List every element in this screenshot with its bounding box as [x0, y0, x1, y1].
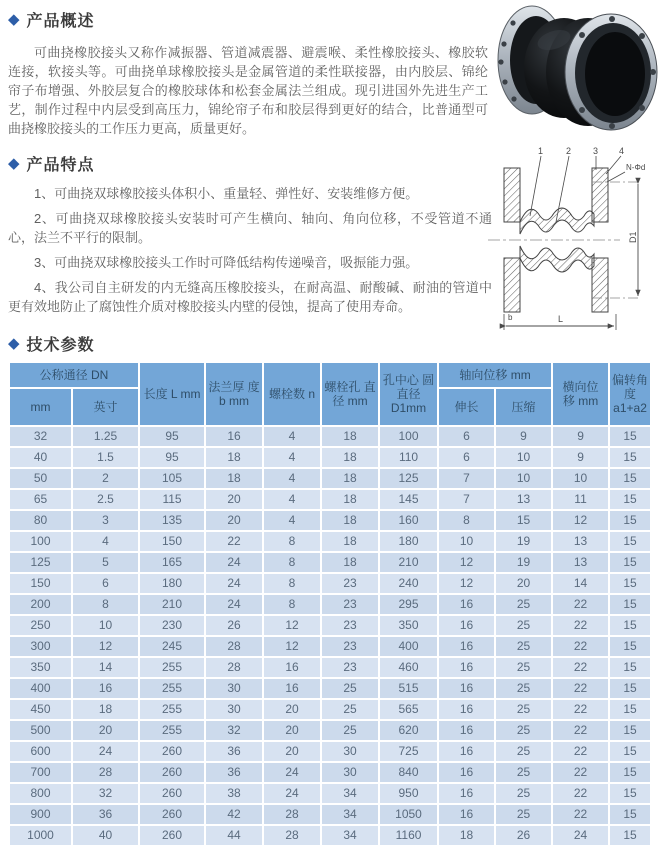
table-cell: 255: [140, 658, 204, 677]
table-cell: 24: [206, 574, 262, 593]
table-cell: 20: [264, 742, 320, 761]
table-cell: 18: [322, 469, 378, 488]
table-cell: 255: [140, 721, 204, 740]
col-header-bolt-hole-dia: 螺栓孔 直径 mm: [322, 363, 378, 425]
table-cell: 44: [206, 826, 262, 845]
table-cell: 15: [610, 616, 650, 635]
table-cell: 18: [322, 532, 378, 551]
table-cell: 620: [380, 721, 437, 740]
bolt-hole-label: N-Φd: [626, 163, 646, 172]
table-row: [10, 721, 650, 740]
col-header-hole-circle-dia: 孔中心 圆直径 D1mm: [380, 363, 437, 425]
table-cell: 22: [553, 742, 608, 761]
table-row: [10, 511, 650, 530]
table-cell: 15: [610, 658, 650, 677]
table-cell: 8: [264, 532, 320, 551]
col-header-axial-compress: 压缩: [496, 389, 551, 425]
table-cell: 4: [264, 511, 320, 530]
table-cell: 1160: [380, 826, 437, 845]
table-cell: 100: [10, 532, 71, 551]
table-cell: 16: [264, 658, 320, 677]
table-cell: 16: [439, 595, 494, 614]
table-cell: 20: [206, 490, 262, 509]
table-cell: 28: [264, 826, 320, 845]
col-header-flange-thickness: 法兰厚 度 b mm: [206, 363, 262, 425]
table-cell: 7: [439, 490, 494, 509]
table-cell: 42: [206, 805, 262, 824]
table-cell: 1.25: [73, 427, 138, 446]
table-cell: 15: [610, 637, 650, 656]
table-cell: 38: [206, 784, 262, 803]
part-label-2: 2: [566, 146, 572, 156]
table-cell: 14: [73, 658, 138, 677]
table-cell: 4: [264, 490, 320, 509]
table-cell: 25: [322, 679, 378, 698]
table-cell: 115: [140, 490, 204, 509]
table-cell: 16: [439, 805, 494, 824]
table-row: [10, 763, 650, 782]
table-cell: 16: [439, 658, 494, 677]
table-cell: 16: [439, 637, 494, 656]
table-cell: 9: [496, 427, 551, 446]
table-row: [10, 553, 650, 572]
table-cell: 4: [264, 448, 320, 467]
table-cell: 145: [380, 490, 437, 509]
table-cell: 1000: [10, 826, 71, 845]
table-cell: 18: [73, 700, 138, 719]
table-cell: 8: [264, 595, 320, 614]
table-cell: 18: [322, 490, 378, 509]
table-row: [10, 637, 650, 656]
table-cell: 200: [10, 595, 71, 614]
table-cell: 260: [140, 763, 204, 782]
table-row: [10, 448, 650, 467]
col-header-dn-inch: 英寸: [73, 389, 138, 425]
table-row: [10, 469, 650, 488]
table-cell: 8: [73, 595, 138, 614]
table-cell: 18: [322, 427, 378, 446]
table-cell: 4: [264, 427, 320, 446]
table-cell: 15: [610, 595, 650, 614]
table-cell: 180: [140, 574, 204, 593]
table-cell: 25: [496, 700, 551, 719]
overview-paragraph: 可曲挠橡胶接头又称作减振器、管道减震器、避震喉、柔性橡胶接头、橡胶软连接，软接头等。可曲挠单球橡胶接头是金属管道的柔性联接器，由内胶层、锦纶帘子布增强、外胶层复合的橡胶球体和松套金属法兰组成。现引进国外先进生产工艺，制作过程中内层受到高压力，锦纶帘子布和胶层得到更好的结合，比普通型可曲挠橡胶接头的工作压力更高，质量更好。: [8, 45, 488, 136]
table-cell: 7: [439, 469, 494, 488]
table-cell: 40: [73, 826, 138, 845]
table-cell: 6: [73, 574, 138, 593]
table-row: [10, 490, 650, 509]
table-row: [10, 574, 650, 593]
table-row: [10, 616, 650, 635]
table-cell: 15: [610, 763, 650, 782]
table-cell: 16: [73, 679, 138, 698]
table-cell: 32: [73, 784, 138, 803]
table-cell: 1.5: [73, 448, 138, 467]
table-cell: 25: [322, 721, 378, 740]
table-cell: 36: [206, 763, 262, 782]
table-cell: 15: [610, 721, 650, 740]
table-cell: 15: [610, 427, 650, 446]
table-cell: 400: [380, 637, 437, 656]
table-cell: 25: [496, 637, 551, 656]
col-header-axial-group: 轴向位移 mm: [439, 363, 551, 387]
table-cell: 105: [140, 469, 204, 488]
dim-l-label: L: [558, 314, 564, 324]
table-cell: 8: [264, 553, 320, 572]
table-cell: 900: [10, 805, 71, 824]
table-cell: 10: [553, 469, 608, 488]
table-cell: 30: [322, 742, 378, 761]
table-cell: 9: [553, 427, 608, 446]
table-cell: 24: [264, 763, 320, 782]
table-cell: 30: [322, 763, 378, 782]
table-row: [10, 427, 650, 446]
table-cell: 32: [10, 427, 71, 446]
table-cell: 15: [610, 511, 650, 530]
table-cell: 10: [439, 532, 494, 551]
table-cell: 24: [206, 595, 262, 614]
table-cell: 25: [496, 595, 551, 614]
table-cell: 100: [380, 427, 437, 446]
table-cell: 28: [206, 637, 262, 656]
table-cell: 30: [206, 700, 262, 719]
col-header-length: 长度 L mm: [140, 363, 204, 425]
table-cell: 260: [140, 826, 204, 845]
table-cell: 10: [73, 616, 138, 635]
table-cell: 22: [553, 784, 608, 803]
table-cell: 16: [439, 616, 494, 635]
table-cell: 22: [553, 763, 608, 782]
table-cell: 22: [553, 721, 608, 740]
table-cell: 23: [322, 595, 378, 614]
table-cell: 13: [553, 553, 608, 572]
table-cell: 125: [380, 469, 437, 488]
table-cell: 24: [264, 784, 320, 803]
dim-b-label: b: [508, 313, 513, 322]
col-header-dn-group: 公称通径 DN: [10, 363, 138, 387]
parameters-table: [8, 361, 652, 847]
table-cell: 80: [10, 511, 71, 530]
table-cell: 32: [206, 721, 262, 740]
table-row: [10, 595, 650, 614]
table-cell: 25: [496, 742, 551, 761]
table-cell: 16: [439, 679, 494, 698]
table-row: [10, 700, 650, 719]
table-cell: 450: [10, 700, 71, 719]
table-row: [10, 532, 650, 551]
table-cell: 725: [380, 742, 437, 761]
table-cell: 350: [10, 658, 71, 677]
features-title-text: 产品特点: [26, 157, 95, 174]
table-cell: 18: [322, 448, 378, 467]
col-header-lateral: 横向位 移 mm: [553, 363, 608, 425]
feature-item: 2、可曲挠双球橡胶接头安装时可产生横向、轴向、角向位移，不受管道不通心，法兰不平行的限制。: [8, 211, 492, 245]
table-cell: 23: [322, 658, 378, 677]
col-header-bolt-count: 螺栓数 n: [264, 363, 320, 425]
feature-item: 3、可曲挠双球橡胶接头工作时可降低结构传递噪音，吸振能力强。: [34, 255, 419, 270]
table-cell: 28: [206, 658, 262, 677]
table-cell: 18: [439, 826, 494, 845]
table-cell: 4: [264, 469, 320, 488]
table-cell: 165: [140, 553, 204, 572]
technical-drawing: [480, 142, 660, 340]
table-cell: 250: [10, 616, 71, 635]
diamond-bullet-icon: ◆: [8, 155, 20, 172]
table-cell: 260: [140, 784, 204, 803]
table-cell: 15: [610, 679, 650, 698]
table-cell: 34: [322, 826, 378, 845]
table-cell: 11: [553, 490, 608, 509]
table-row: [10, 826, 650, 845]
table-cell: 20: [206, 511, 262, 530]
table-cell: 22: [553, 637, 608, 656]
table-cell: 565: [380, 700, 437, 719]
table-cell: 36: [206, 742, 262, 761]
table-cell: 40: [10, 448, 71, 467]
diamond-bullet-icon: ◆: [8, 11, 20, 28]
table-cell: 230: [140, 616, 204, 635]
table-cell: 16: [206, 427, 262, 446]
table-cell: 160: [380, 511, 437, 530]
overview-title-text: 产品概述: [26, 13, 95, 30]
table-cell: 25: [496, 784, 551, 803]
table-cell: 700: [10, 763, 71, 782]
table-cell: 12: [264, 637, 320, 656]
part-label-3: 3: [593, 146, 599, 156]
table-row: [10, 658, 650, 677]
rubber-joint-photo: [492, 0, 660, 138]
table-cell: 840: [380, 763, 437, 782]
table-cell: 15: [610, 448, 650, 467]
table-cell: 25: [496, 658, 551, 677]
table-cell: 34: [322, 805, 378, 824]
table-cell: 5: [73, 553, 138, 572]
table-cell: 6: [439, 448, 494, 467]
col-header-dn-mm: mm: [10, 389, 71, 425]
table-cell: 36: [73, 805, 138, 824]
table-cell: 18: [206, 448, 262, 467]
table-cell: 20: [264, 700, 320, 719]
table-cell: 24: [73, 742, 138, 761]
table-cell: 20: [496, 574, 551, 593]
table-cell: 3: [73, 511, 138, 530]
col-header-axial-extend: 伸长: [439, 389, 494, 425]
table-cell: 10: [496, 469, 551, 488]
table-cell: 255: [140, 679, 204, 698]
table-cell: 95: [140, 427, 204, 446]
table-cell: 9: [553, 448, 608, 467]
table-cell: 22: [553, 658, 608, 677]
feature-item: 4、我公司自主研发的内无缝高压橡胶接头，在耐高温、耐酸碱、耐油的管道中更有效地防止了腐蚀性介质对橡胶接头内壁的侵蚀，提高了使用寿命。: [8, 280, 492, 314]
table-cell: 24: [206, 553, 262, 572]
table-cell: 30: [206, 679, 262, 698]
table-cell: 22: [553, 700, 608, 719]
diamond-bullet-icon: ◆: [8, 335, 20, 352]
table-cell: 15: [610, 532, 650, 551]
table-cell: 34: [322, 784, 378, 803]
table-cell: 13: [553, 532, 608, 551]
table-cell: 1050: [380, 805, 437, 824]
table-cell: 8: [264, 574, 320, 593]
table-cell: 135: [140, 511, 204, 530]
table-cell: 110: [380, 448, 437, 467]
table-cell: 295: [380, 595, 437, 614]
table-cell: 16: [439, 742, 494, 761]
table-cell: 2.5: [73, 490, 138, 509]
feature-item: 1、可曲挠双球橡胶接头体积小、重量轻、弹性好、安装维修方便。: [34, 186, 419, 201]
table-cell: 400: [10, 679, 71, 698]
table-cell: 210: [140, 595, 204, 614]
table-cell: 15: [610, 784, 650, 803]
table-cell: 15: [610, 574, 650, 593]
table-row: [10, 742, 650, 761]
table-cell: 515: [380, 679, 437, 698]
part-label-1: 1: [538, 146, 544, 156]
table-cell: 150: [10, 574, 71, 593]
table-cell: 245: [140, 637, 204, 656]
table-cell: 13: [496, 490, 551, 509]
table-cell: 260: [140, 805, 204, 824]
table-cell: 15: [610, 490, 650, 509]
table-cell: 22: [553, 595, 608, 614]
table-cell: 150: [140, 532, 204, 551]
table-cell: 16: [439, 763, 494, 782]
table-cell: 12: [439, 574, 494, 593]
table-cell: 23: [322, 574, 378, 593]
table-row: [10, 784, 650, 803]
table-cell: 14: [553, 574, 608, 593]
table-cell: 23: [322, 637, 378, 656]
table-cell: 260: [140, 742, 204, 761]
table-cell: 16: [264, 679, 320, 698]
table-cell: 255: [140, 700, 204, 719]
table-cell: 800: [10, 784, 71, 803]
table-cell: 26: [206, 616, 262, 635]
table-cell: 300: [10, 637, 71, 656]
table-cell: 15: [610, 805, 650, 824]
table-cell: 22: [206, 532, 262, 551]
table-cell: 460: [380, 658, 437, 677]
table-cell: 4: [73, 532, 138, 551]
table-cell: 20: [73, 721, 138, 740]
joint-section-diagram: [480, 142, 660, 340]
table-cell: 25: [496, 616, 551, 635]
table-cell: 18: [322, 553, 378, 572]
parameters-title-text: 技术参数: [26, 337, 95, 354]
table-cell: 28: [73, 763, 138, 782]
table-row: [10, 679, 650, 698]
table-cell: 25: [322, 700, 378, 719]
table-cell: 20: [264, 721, 320, 740]
part-label-4: 4: [619, 146, 625, 156]
table-cell: 19: [496, 532, 551, 551]
table-cell: 15: [610, 826, 650, 845]
table-cell: 240: [380, 574, 437, 593]
table-cell: 950: [380, 784, 437, 803]
table-cell: 22: [553, 805, 608, 824]
product-photo: [492, 0, 660, 138]
table-cell: 600: [10, 742, 71, 761]
table-cell: 16: [439, 700, 494, 719]
table-cell: 350: [380, 616, 437, 635]
col-header-deflection: 偏转角 度 a1+a2: [610, 363, 650, 425]
parameters-table-body: [10, 427, 650, 845]
table-cell: 22: [553, 679, 608, 698]
table-cell: 16: [439, 784, 494, 803]
table-row: [10, 805, 650, 824]
table-cell: 24: [553, 826, 608, 845]
table-cell: 26: [496, 826, 551, 845]
table-cell: 25: [496, 805, 551, 824]
table-cell: 25: [496, 721, 551, 740]
table-cell: 10: [496, 448, 551, 467]
table-cell: 180: [380, 532, 437, 551]
table-cell: 12: [553, 511, 608, 530]
table-cell: 28: [264, 805, 320, 824]
table-cell: 25: [496, 763, 551, 782]
dim-d1-label: D1: [628, 231, 638, 243]
table-cell: 15: [610, 469, 650, 488]
table-cell: 65: [10, 490, 71, 509]
table-cell: 18: [206, 469, 262, 488]
table-cell: 500: [10, 721, 71, 740]
table-cell: 125: [10, 553, 71, 572]
table-cell: 22: [553, 616, 608, 635]
table-cell: 8: [439, 511, 494, 530]
table-cell: 50: [10, 469, 71, 488]
table-cell: 15: [496, 511, 551, 530]
table-cell: 12: [264, 616, 320, 635]
table-cell: 210: [380, 553, 437, 572]
table-cell: 15: [610, 553, 650, 572]
table-cell: 25: [496, 679, 551, 698]
table-cell: 12: [439, 553, 494, 572]
table-cell: 15: [610, 742, 650, 761]
table-cell: 6: [439, 427, 494, 446]
table-cell: 18: [322, 511, 378, 530]
table-cell: 16: [439, 721, 494, 740]
table-cell: 2: [73, 469, 138, 488]
table-cell: 12: [73, 637, 138, 656]
table-cell: 23: [322, 616, 378, 635]
table-cell: 95: [140, 448, 204, 467]
table-cell: 15: [610, 700, 650, 719]
table-cell: 19: [496, 553, 551, 572]
